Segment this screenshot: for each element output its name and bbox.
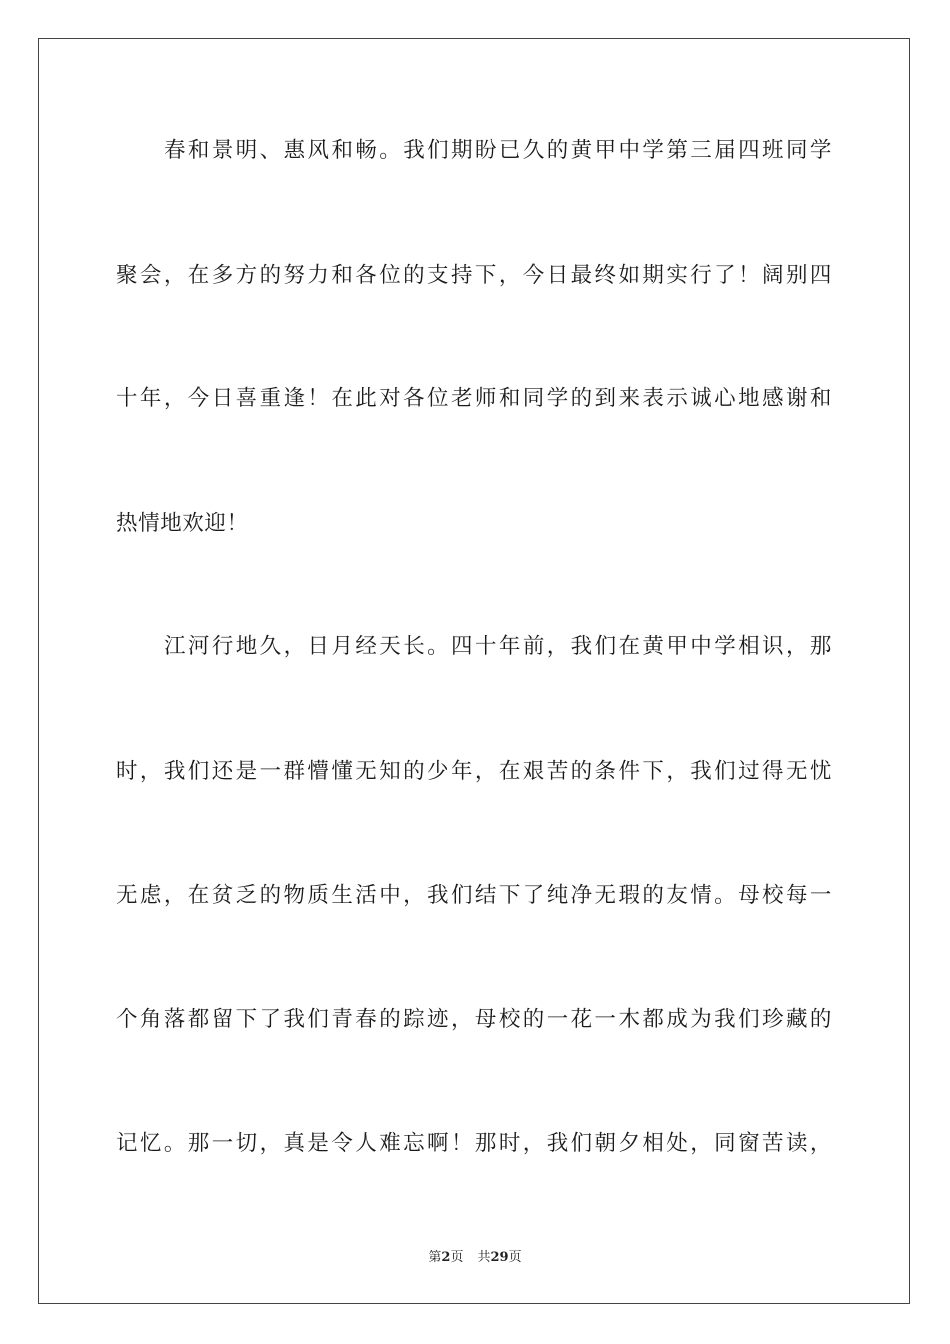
page-border (38, 38, 910, 1304)
paragraph-line: 记忆。那一切，真是令人难忘啊！那时，我们朝夕相处，同窗苦读， (116, 1131, 832, 1156)
paragraph-line: 时，我们还是一群懵懂无知的少年，在艰苦的条件下，我们过得无忧 (116, 759, 832, 784)
paragraph-line: 无虑，在贫乏的物质生活中，我们结下了纯净无瑕的友情。母校每一 (116, 883, 832, 908)
page-prefix: 第 (428, 1250, 442, 1265)
total-suffix: 页 (508, 1250, 522, 1265)
paragraph-line: 热情地欢迎！ (116, 511, 249, 536)
paragraph-line: 春和景明、惠风和畅。我们期盼已久的黄甲中学第三届四班同学 (164, 138, 832, 163)
total-pages: 29 (490, 1250, 509, 1265)
total-prefix: 共 (477, 1250, 491, 1265)
paragraph-line: 个角落都留下了我们青春的踪迹，母校的一花一木都成为我们珍藏的 (116, 1007, 832, 1032)
paragraph-line: 聚会，在多方的努力和各位的支持下，今日最终如期实行了！阔别四 (116, 263, 832, 288)
paragraph-line: 江河行地久，日月经天长。四十年前，我们在黄甲中学相识，那 (164, 634, 832, 659)
page-number: 2 (441, 1250, 451, 1265)
page-footer (0, 1246, 950, 1265)
paragraph-line: 十年，今日喜重逢！在此对各位老师和同学的到来表示诚心地感谢和 (116, 386, 832, 411)
page-suffix: 页 (450, 1250, 464, 1265)
